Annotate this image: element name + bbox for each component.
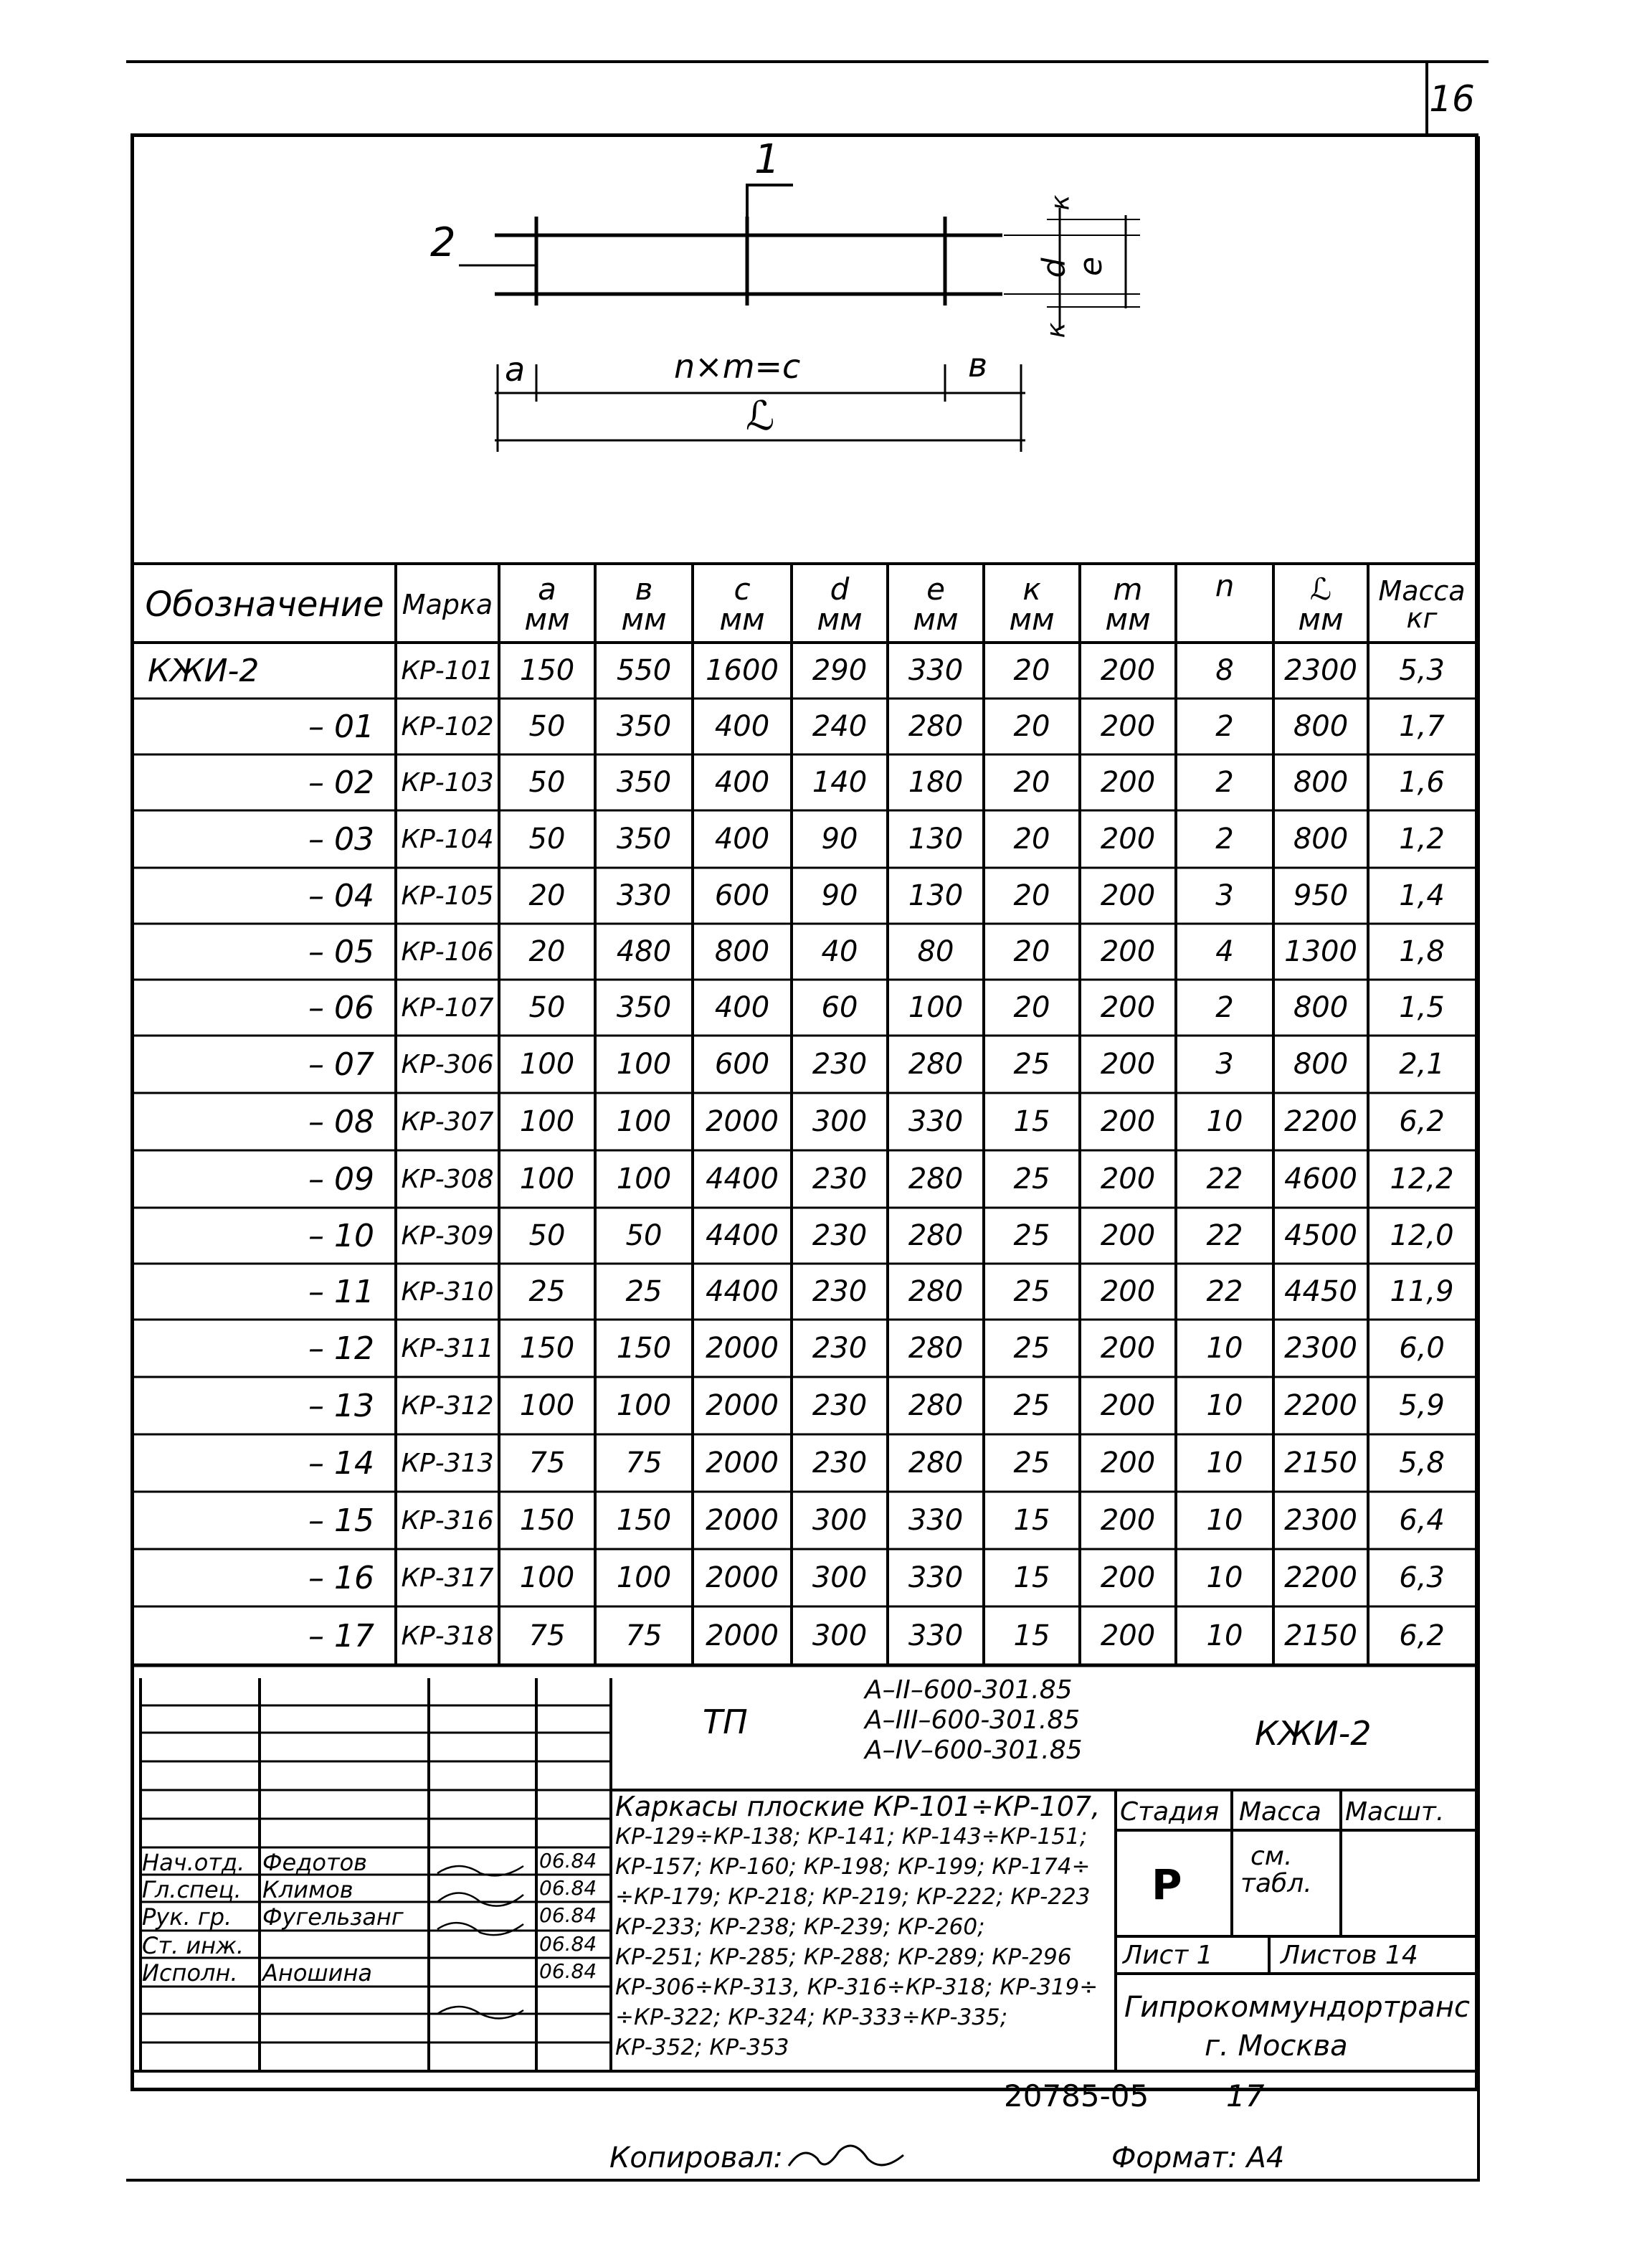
table-cell: 100 <box>616 1561 672 1594</box>
table-cell: 300 <box>812 1561 868 1594</box>
frame-right-edge <box>1477 136 1480 2180</box>
table-cell: 100 <box>908 991 964 1024</box>
sig-date: 06.84 <box>539 1876 597 1900</box>
table-cell: 20 <box>1013 823 1050 856</box>
table-cell: 50 <box>528 991 566 1024</box>
table-cell: КР-311 <box>401 1333 494 1363</box>
table-cell: 400 <box>714 991 770 1024</box>
table-cell: 200 <box>1100 1504 1156 1537</box>
table-cell: – 13 <box>308 1387 374 1424</box>
table-cell: 2000 <box>706 1504 779 1537</box>
table-cell: 200 <box>1100 1447 1156 1480</box>
table-cell: 2000 <box>706 1561 779 1594</box>
table-cell: 150 <box>616 1504 672 1537</box>
table-cell: 350 <box>616 991 672 1024</box>
table-cell: 3 <box>1215 879 1234 912</box>
table-cell: 280 <box>908 1275 964 1308</box>
description-line: КР-352; КР-353 <box>615 2035 789 2060</box>
table-cell: 20 <box>1013 710 1050 743</box>
table-cell: 800 <box>1293 1048 1349 1081</box>
table-cell: 950 <box>1293 879 1349 912</box>
table-cell: 2000 <box>706 1447 779 1480</box>
table-cell: 330 <box>908 1504 964 1537</box>
table-cell: 4600 <box>1284 1163 1357 1196</box>
table-cell: 4400 <box>706 1275 779 1308</box>
description-line: КР-233; КР-238; КР-239; КР-260; <box>615 1914 985 1940</box>
table-cell: 11,9 <box>1390 1275 1454 1308</box>
table-cell: 6,4 <box>1399 1504 1445 1537</box>
document-code: КЖИ-2 <box>1255 1714 1372 1753</box>
header-designation: Обозначение <box>145 584 384 625</box>
table-cell: 25 <box>1013 1332 1050 1365</box>
table-cell: 550 <box>616 654 672 687</box>
header-c: c мм <box>719 572 765 637</box>
table-cell: 8 <box>1215 654 1234 687</box>
table-cell: 20 <box>1013 766 1050 799</box>
table-cell: 230 <box>812 1389 868 1422</box>
format-label: Формат: А4 <box>1111 2141 1285 2174</box>
table-cell: 200 <box>1100 1163 1156 1196</box>
table-cell: 400 <box>714 710 770 743</box>
table-cell: – 15 <box>308 1502 374 1539</box>
table-cell: – 16 <box>308 1559 374 1596</box>
table-cell: 4450 <box>1284 1275 1357 1308</box>
table-cell: КР-309 <box>401 1221 494 1251</box>
description-line: КР-251; КР-285; КР-288; КР-289; КР-296 <box>615 1944 1072 1970</box>
label-item-2: 2 <box>430 219 456 266</box>
table-cell: КР-107 <box>401 993 494 1023</box>
table-cell: 1,4 <box>1399 879 1445 912</box>
table-cell: – 02 <box>308 764 374 801</box>
table-cell: 100 <box>616 1105 672 1138</box>
table-cell: 600 <box>714 1048 770 1081</box>
table-cell: 200 <box>1100 710 1156 743</box>
series-2: А–III–600-301.85 <box>865 1705 1081 1735</box>
table-cell: 20 <box>1013 879 1050 912</box>
table-cell: 25 <box>1013 1389 1050 1422</box>
table-cell: 25 <box>625 1275 663 1308</box>
table-cell: 230 <box>812 1048 868 1081</box>
table-cell: 100 <box>616 1389 672 1422</box>
top-border-line <box>126 60 1489 63</box>
table-cell: 2000 <box>706 1389 779 1422</box>
table-cell: 25 <box>1013 1219 1050 1252</box>
org-name: Гипрокоммундортранс <box>1124 1991 1470 2024</box>
table-cell: 330 <box>908 1105 964 1138</box>
table-cell: 130 <box>908 879 964 912</box>
label-nmc: n×m=c <box>674 347 801 386</box>
table-cell: 480 <box>616 935 672 968</box>
table-cell: 10 <box>1206 1105 1243 1138</box>
table-cell: 300 <box>812 1619 868 1652</box>
description-line: КР-306÷КР-313, КР-316÷КР-318; КР-319÷ <box>615 1974 1098 2000</box>
sig-name: Климов <box>262 1876 353 1903</box>
table-cell: – 14 <box>308 1444 374 1482</box>
table-cell: 1,6 <box>1399 766 1445 799</box>
table-cell: 240 <box>812 710 868 743</box>
table-cell: 6,3 <box>1399 1561 1445 1594</box>
table-cell: 10 <box>1206 1332 1243 1365</box>
table-cell: 330 <box>616 879 672 912</box>
sheet-number: 16 <box>1429 78 1475 120</box>
table-cell: 200 <box>1100 1105 1156 1138</box>
table-cell: 4400 <box>706 1219 779 1252</box>
table-cell: КР-318 <box>401 1621 494 1651</box>
table-cell: КР-105 <box>401 881 494 911</box>
table-cell: 140 <box>812 766 868 799</box>
table-cell: 2000 <box>706 1105 779 1138</box>
table-cell: – 06 <box>308 989 374 1026</box>
table-cell: КР-307 <box>401 1107 494 1137</box>
table-cell: 200 <box>1100 1219 1156 1252</box>
org-city: г. Москва <box>1205 2030 1348 2063</box>
page-number: 17 <box>1226 2078 1265 2113</box>
table-cell: 800 <box>1293 823 1349 856</box>
table-cell: 5,9 <box>1399 1389 1445 1422</box>
table-cell: 2300 <box>1284 1332 1357 1365</box>
table-cell: 90 <box>821 879 858 912</box>
table-cell: 150 <box>519 1332 575 1365</box>
table-cell: 50 <box>625 1219 663 1252</box>
table-cell: 280 <box>908 1447 964 1480</box>
table-cell: 200 <box>1100 1048 1156 1081</box>
table-cell: 20 <box>1013 991 1050 1024</box>
table-cell: 2,1 <box>1399 1048 1445 1081</box>
table-cell: 10 <box>1206 1619 1243 1652</box>
table-cell: 100 <box>519 1105 575 1138</box>
table-cell: 800 <box>1293 710 1349 743</box>
table-cell: 15 <box>1013 1619 1050 1652</box>
table-cell: – 17 <box>308 1617 374 1654</box>
series-1: А–II–600-301.85 <box>865 1675 1073 1705</box>
mass-label: Масса <box>1239 1797 1321 1827</box>
table-cell: 150 <box>519 1504 575 1537</box>
header-b: в мм <box>621 572 667 637</box>
table-cell: 330 <box>908 1561 964 1594</box>
table-cell: – 10 <box>308 1217 374 1254</box>
description-line: ÷КР-179; КР-218; КР-219; КР-222; КР-223 <box>615 1884 1091 1910</box>
table-cell: 150 <box>616 1332 672 1365</box>
table-cell: – 04 <box>308 877 374 914</box>
table-cell: 100 <box>519 1389 575 1422</box>
table-cell: 1,2 <box>1399 823 1445 856</box>
table-cell: 25 <box>1013 1447 1050 1480</box>
table-cell: 1300 <box>1284 935 1357 968</box>
header-d: d мм <box>817 572 863 637</box>
header-mass: Масса кг <box>1378 575 1466 634</box>
table-cell: КЖИ-2 <box>148 652 260 689</box>
sig-date: 06.84 <box>539 1849 597 1873</box>
table-cell: 2200 <box>1284 1389 1357 1422</box>
table-cell: 25 <box>528 1275 566 1308</box>
stage-value: Р <box>1152 1860 1182 1909</box>
table-cell: 100 <box>519 1561 575 1594</box>
table-cell: 280 <box>908 1389 964 1422</box>
scale-label: Масшт. <box>1345 1797 1445 1827</box>
table-cell: 350 <box>616 766 672 799</box>
table-cell: 6,0 <box>1399 1332 1445 1365</box>
table-cell: 50 <box>528 710 566 743</box>
mass-value-1: см. <box>1250 1842 1293 1871</box>
table-cell: 3 <box>1215 1048 1234 1081</box>
table-cell: 200 <box>1100 1619 1156 1652</box>
table-cell: 230 <box>812 1163 868 1196</box>
label-item-1: 1 <box>754 136 780 183</box>
table-cell: 60 <box>821 991 858 1024</box>
sig-date: 06.84 <box>539 1932 597 1956</box>
table-cell: 10 <box>1206 1389 1243 1422</box>
label-a: a <box>505 350 526 389</box>
table-cell: 6,2 <box>1399 1105 1445 1138</box>
table-cell: 100 <box>616 1048 672 1081</box>
table-cell: 800 <box>714 935 770 968</box>
table-cell: КР-101 <box>401 655 494 686</box>
table-cell: 200 <box>1100 1275 1156 1308</box>
table-cell: 20 <box>1013 935 1050 968</box>
table-cell: 100 <box>519 1048 575 1081</box>
table-cell: КР-312 <box>401 1391 494 1421</box>
table-cell: КР-306 <box>401 1049 494 1079</box>
table-cell: 15 <box>1013 1105 1050 1138</box>
table-cell: 40 <box>821 935 858 968</box>
table-cell: 80 <box>917 935 954 968</box>
table-cell: 280 <box>908 1332 964 1365</box>
table-cell: 2000 <box>706 1619 779 1652</box>
table-cell: КР-310 <box>401 1277 494 1307</box>
table-cell: 10 <box>1206 1447 1243 1480</box>
table-cell: 280 <box>908 1163 964 1196</box>
header-n: n <box>1215 568 1235 603</box>
table-cell: – 07 <box>308 1046 374 1083</box>
table-cell: 180 <box>908 766 964 799</box>
table-cell: 150 <box>519 654 575 687</box>
table-cell: 20 <box>1013 654 1050 687</box>
table-cell: 10 <box>1206 1561 1243 1594</box>
table-cell: 330 <box>908 654 964 687</box>
table-cell: КР-104 <box>401 824 494 854</box>
table-cell: 800 <box>1293 766 1349 799</box>
table-cell: 2300 <box>1284 654 1357 687</box>
table-cell: – 11 <box>308 1273 374 1310</box>
table-cell: – 08 <box>308 1103 374 1140</box>
table-cell: 230 <box>812 1447 868 1480</box>
table-cell: 15 <box>1013 1504 1050 1537</box>
table-cell: 22 <box>1206 1275 1243 1308</box>
sig-name: Аношина <box>262 1959 372 1987</box>
sheets-label: Листов 14 <box>1281 1941 1418 1970</box>
table-cell: 200 <box>1100 1389 1156 1422</box>
table-cell: КР-102 <box>401 711 494 742</box>
table-cell: 200 <box>1100 1561 1156 1594</box>
table-cell: 290 <box>812 654 868 687</box>
table-cell: 12,2 <box>1390 1163 1454 1196</box>
label-e: e <box>1073 256 1110 277</box>
table-cell: 20 <box>528 935 566 968</box>
table-cell: 200 <box>1100 654 1156 687</box>
table-cell: 2 <box>1215 823 1234 856</box>
table-cell: 22 <box>1206 1163 1243 1196</box>
header-e: e мм <box>913 572 959 637</box>
table-cell: 280 <box>908 1219 964 1252</box>
table-cell: 10 <box>1206 1504 1243 1537</box>
table-cell: 5,8 <box>1399 1447 1445 1480</box>
table-cell: КР-313 <box>401 1448 494 1478</box>
table-cell: 15 <box>1013 1561 1050 1594</box>
table-cell: 350 <box>616 710 672 743</box>
sig-role: Рук. гр. <box>142 1903 232 1931</box>
series-3: А–IV–600-301.85 <box>865 1736 1083 1765</box>
document-number: 20785-05 <box>1004 2078 1149 2113</box>
table-cell: 4 <box>1215 935 1234 968</box>
mass-value-2: табл. <box>1240 1869 1312 1898</box>
table-cell: 50 <box>528 1219 566 1252</box>
stage-label: Стадия <box>1120 1797 1220 1827</box>
table-cell: 2 <box>1215 991 1234 1024</box>
table-cell: 300 <box>812 1504 868 1537</box>
table-cell: 75 <box>528 1619 566 1652</box>
sig-role: Гл.спец. <box>142 1876 242 1903</box>
table-cell: 330 <box>908 1619 964 1652</box>
table-cell: – 03 <box>308 820 374 858</box>
table-cell: 280 <box>908 1048 964 1081</box>
table-cell: 25 <box>1013 1275 1050 1308</box>
table-cell: 6,2 <box>1399 1619 1445 1652</box>
table-cell: 200 <box>1100 879 1156 912</box>
table-cell: – 09 <box>308 1160 374 1198</box>
table-cell: 230 <box>812 1275 868 1308</box>
table-cell: 130 <box>908 823 964 856</box>
header-k: к мм <box>1009 572 1055 637</box>
table-cell: 200 <box>1100 766 1156 799</box>
label-b: в <box>968 346 988 384</box>
sheet-label: Лист 1 <box>1123 1941 1213 1970</box>
table-cell: КР-316 <box>401 1505 494 1535</box>
table-cell: 100 <box>616 1163 672 1196</box>
table-cell: 100 <box>519 1163 575 1196</box>
table-cell: 75 <box>625 1447 663 1480</box>
copied-label: Копировал: <box>609 2141 784 2174</box>
table-cell: 2200 <box>1284 1561 1357 1594</box>
label-k-top: к <box>1045 194 1076 211</box>
table-cell: 400 <box>714 766 770 799</box>
table-cell: 230 <box>812 1332 868 1365</box>
table-cell: КР-317 <box>401 1563 494 1593</box>
description-line: ÷КР-322; КР-324; КР-333÷КР-335; <box>615 2004 1008 2030</box>
table-cell: 4500 <box>1284 1219 1357 1252</box>
table-cell: 22 <box>1206 1219 1243 1252</box>
table-cell: 50 <box>528 766 566 799</box>
table-cell: 350 <box>616 823 672 856</box>
table-cell: 600 <box>714 879 770 912</box>
table-cell: 200 <box>1100 991 1156 1024</box>
description-line: КР-157; КР-160; КР-198; КР-199; КР-174÷ <box>615 1854 1091 1880</box>
description-line: КР-129÷КР-138; КР-141; КР-143÷КР-151; <box>615 1824 1088 1850</box>
table-cell: – 05 <box>308 933 374 970</box>
sig-date: 06.84 <box>539 1903 597 1927</box>
table-cell: 2150 <box>1284 1447 1357 1480</box>
table-cell: 400 <box>714 823 770 856</box>
description-line: Каркасы плоские КР-101÷КР-107, <box>615 1791 1101 1822</box>
table-cell: 2 <box>1215 766 1234 799</box>
sig-role: Нач.отд. <box>142 1849 245 1876</box>
table-cell: 5,3 <box>1399 654 1445 687</box>
sig-role: Исполн. <box>142 1959 238 1987</box>
table-cell: 300 <box>812 1105 868 1138</box>
table-cell: 1,5 <box>1399 991 1445 1024</box>
table-cell: 1,7 <box>1399 710 1445 743</box>
table-cell: 4400 <box>706 1163 779 1196</box>
table-cell: 2200 <box>1284 1105 1357 1138</box>
sig-name: Федотов <box>262 1849 368 1876</box>
table-cell: 20 <box>528 879 566 912</box>
header-L: ℒ мм <box>1298 572 1344 637</box>
table-cell: 25 <box>1013 1048 1050 1081</box>
table-cell: 230 <box>812 1219 868 1252</box>
table-cell: 800 <box>1293 991 1349 1024</box>
table-cell: 2 <box>1215 710 1234 743</box>
table-cell: 12,0 <box>1390 1219 1454 1252</box>
table-cell: 90 <box>821 823 858 856</box>
label-L: ℒ <box>746 393 775 440</box>
table-cell: 1,8 <box>1399 935 1445 968</box>
label-k-bottom: к <box>1041 322 1071 339</box>
table-cell: 1600 <box>706 654 779 687</box>
table-cell: 280 <box>908 710 964 743</box>
table-cell: 200 <box>1100 823 1156 856</box>
table-cell: 2300 <box>1284 1504 1357 1537</box>
table-cell: 75 <box>528 1447 566 1480</box>
table-cell: 2000 <box>706 1332 779 1365</box>
header-mark: Марка <box>402 589 493 620</box>
table-cell: КР-103 <box>401 767 494 797</box>
table-cell: 200 <box>1100 1332 1156 1365</box>
sig-role: Ст. инж. <box>142 1932 245 1959</box>
header-a: a мм <box>524 572 570 637</box>
table-cell: КР-308 <box>401 1164 494 1194</box>
tp-label: ТП <box>703 1703 748 1741</box>
label-d: d <box>1035 257 1073 278</box>
table-cell: КР-106 <box>401 937 494 967</box>
header-m: m мм <box>1105 572 1151 637</box>
table-cell: – 01 <box>308 708 374 745</box>
table-cell: 200 <box>1100 935 1156 968</box>
table-cell: 50 <box>528 823 566 856</box>
table-cell: 2150 <box>1284 1619 1357 1652</box>
table-cell: 25 <box>1013 1163 1050 1196</box>
table-cell: 75 <box>625 1619 663 1652</box>
sig-date: 06.84 <box>539 1959 597 1983</box>
sig-name: Фугельзанг <box>262 1903 404 1931</box>
table-cell: – 12 <box>308 1330 374 1367</box>
